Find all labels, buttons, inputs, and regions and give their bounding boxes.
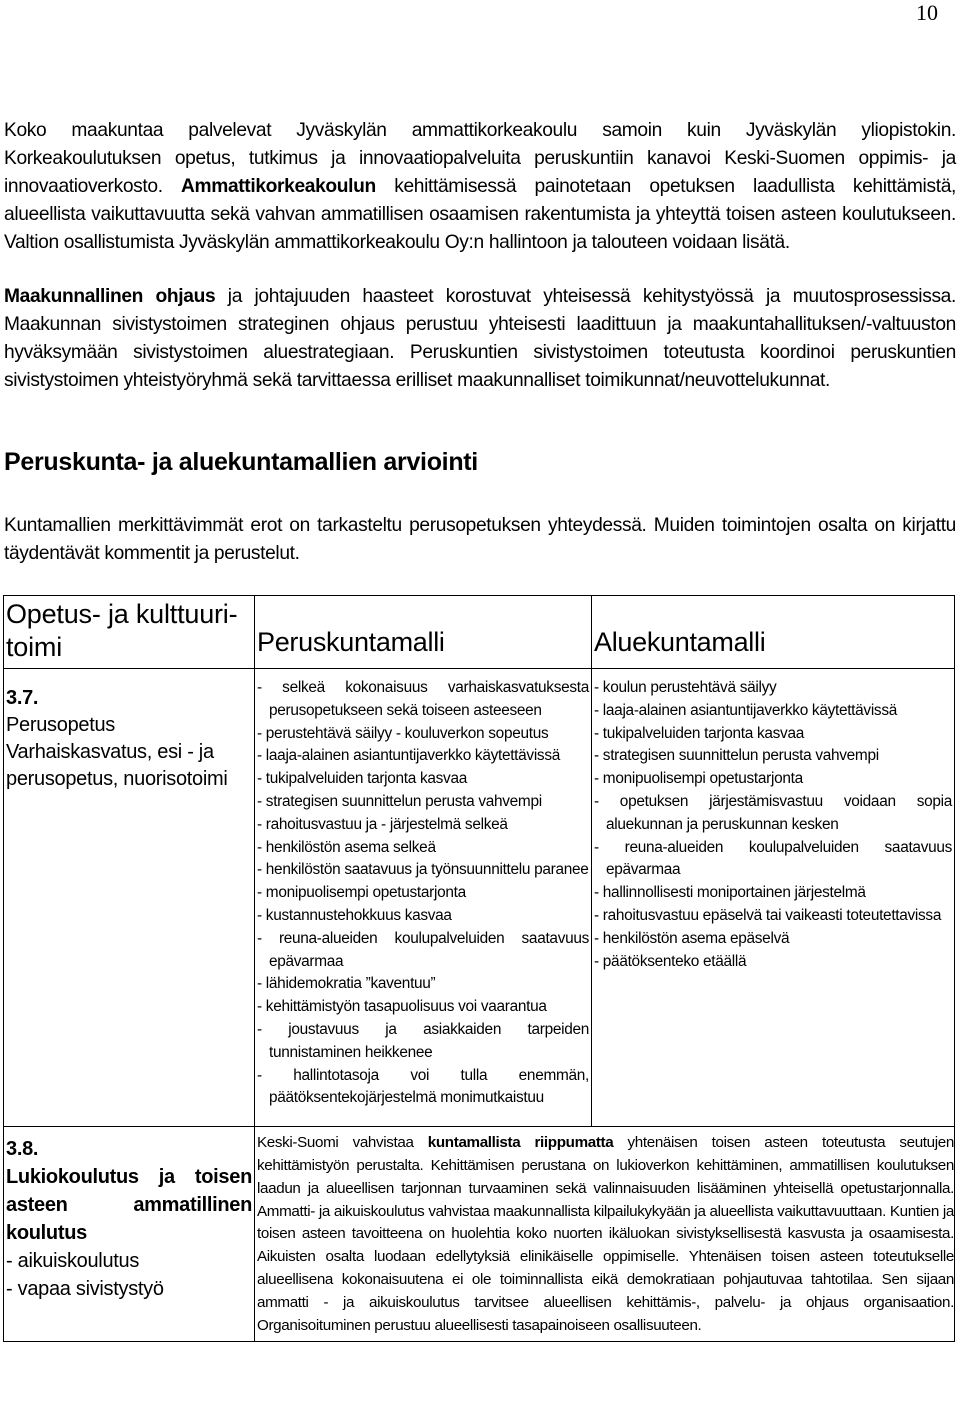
- list-item: - tukipalveluiden tarjonta kasvaa: [594, 724, 804, 742]
- table-header-row: [4, 596, 955, 669]
- paragraph-bold: Ammattikorkeakoulun: [181, 176, 376, 197]
- table-row-perusopetus: [4, 669, 955, 1127]
- list-item: - strategisen suunnittelun perusta vahvempi: [594, 747, 879, 765]
- row-label-cell: [4, 1127, 255, 1342]
- row-description-cell: [255, 1127, 955, 1342]
- description-bold: kuntamallista riippumatta: [427, 1134, 614, 1152]
- table-row-lukiokoulutus: [4, 1127, 955, 1342]
- paragraph-regional-steering: [4, 283, 956, 395]
- description-text: Keski-Suomi vahvistaa: [257, 1134, 414, 1152]
- list-item: - hallinnollisesti moniportainen järjestelmä: [594, 884, 866, 902]
- aluekunta-list: [592, 669, 954, 989]
- list-item: - joustavuus ja asiakkaiden tarpeiden tunnistaminen heikkenee: [257, 1020, 589, 1061]
- row-title: Perusopetus: [6, 714, 115, 736]
- list-item: - päätöksenteko etäällä: [594, 952, 747, 970]
- description-text: yhtenäisen toisen asteen toteutusta seutujen kehittämistyön perustalta. Kehittämisen perustana on lukioverkon kehittäminen, ammatillisen koulutuksen laadun ja alueellisen tarjonnan turvaaminen sekä valinnaisuuden lisääminen yhteisellä opetustarjonnalla. Ammatti- ja aikuiskoulutus vahvistaa maakunnallista kilpailukykyään ja alueellista vaikuttavuuttaan. Kuntien ja toisen asteen tavoitteena on huolehtia koko nuorten ikäluokan sivistyksellisestä kasvusta ja osaamisesta. Aikuisten osalta luodaan edellytyksiä elinikäiselle oppimiselle. Yhtenäisen toisen asteen toteutukselle alueellisena kokonaisuutena ei ole toiminnallista eikä demokratiaan pohjautuvaa tahtotilaa. Sen sijaan ammatti - ja aikuiskoulutus tarvitsee alueellisen kehittämis-, palvelu- ja ohjaus organisaation. Organisoituminen perustuu alueellisesti tasapainoiseen osallisuuteen.: [257, 1134, 954, 1334]
- row-item: - vapaa sivistystyö: [6, 1278, 164, 1301]
- list-item: - hallintotasoja voi tulla enemmän, päätöksentekojärjestelmä monimutkaistuu: [257, 1066, 589, 1107]
- list-item: - strategisen suunnittelun perusta vahvempi: [257, 792, 542, 810]
- peruskunta-cell: [255, 669, 592, 1127]
- list-item: - kehittämistyön tasapuolisuus voi vaarantua: [257, 998, 547, 1016]
- list-item: - opetuksen järjestämisvastuu voidaan sopia aluekunnan ja peruskunnan kesken: [594, 792, 952, 833]
- aluekunta-cell: [592, 669, 955, 1127]
- paragraph-text: kehittämisessä painotetaan opetuksen laadullista kehittämistä, alueellista vaikuttavuutta sekä vahvan ammatillisen osaamisen rakentumista ja yhteyttä toisen asteen koulutukseen. Valtion osallistumista Jyväskylän ammattikorkeakoulu Oy:n hallintoon ja talouteen voidaan lisätä.: [4, 176, 956, 253]
- list-item: - monipuolisempi opetustarjonta: [594, 770, 803, 788]
- list-item: - laaja-alainen asiantuntijaverkko käytettävissä: [594, 701, 897, 719]
- list-item: - henkilöstön asema epäselvä: [594, 929, 790, 947]
- paragraph-text: ja johtajuuden haasteet korostuvat yhteisessä kehitystyössä ja muutosprosessissa. Maakunnan sivistystoimen strateginen ohjaus perustuu yhteisesti laadittuun ja maakuntahallituksen/-valtuuston hyväksymään sivistystoimen aluestrategiaan. Peruskuntien sivistystoimen toteutusta koordinoi peruskuntien sivistystoimen yhteistyöryhmä sekä tarvittaessa erilliset maakunnalliset toimikunnat/neuvottelukunnat.: [4, 286, 956, 391]
- header-cell-aluekuntamalli: Aluekuntamalli: [592, 596, 955, 669]
- list-item: - reuna-alueiden koulupalveluiden saatavuus epävarmaa: [594, 838, 952, 879]
- list-item: - reuna-alueiden koulupalveluiden saatavuus epävarmaa: [257, 929, 589, 970]
- header-cell-peruskuntamalli: Peruskuntamalli: [255, 596, 592, 669]
- comparison-table: [3, 595, 955, 1342]
- paragraph-intro: Kuntamallien merkittävimmät erot on tarkasteltu perusopetuksen yhteydessä. Muiden toimintojen osalta on kirjattu täydentävät kommentit ja perustelut.: [4, 515, 956, 564]
- list-item: - henkilöstön saatavuus ja työnsuunnittelu paranee: [257, 861, 589, 879]
- peruskunta-list: [255, 669, 591, 1126]
- list-item: - laaja-alainen asiantuntijaverkko käytettävissä: [257, 747, 560, 765]
- list-item: - rahoitusvastuu epäselvä tai vaikeasti toteutettavissa: [594, 906, 942, 924]
- list-item: - rahoitusvastuu ja - järjestelmä selkeä: [257, 815, 508, 833]
- list-item: - henkilöstön asema selkeä: [257, 838, 436, 856]
- row-label-cell: [4, 669, 255, 1127]
- row-title: Lukiokoulutus ja toisen asteen ammatillinen koulutus: [6, 1166, 252, 1245]
- row-subtitle: Varhaiskasvatus, esi - ja perusopetus, nuorisotoimi: [6, 741, 228, 790]
- list-item: - monipuolisempi opetustarjonta: [257, 884, 466, 902]
- paragraph-higher-education: [4, 117, 956, 257]
- page-number: 10: [916, 0, 938, 25]
- row-number: 3.8.: [6, 1138, 39, 1161]
- list-item: - koulun perustehtävä säilyy: [594, 679, 777, 696]
- list-item: - tukipalveluiden tarjonta kasvaa: [257, 770, 467, 788]
- row-item: - aikuiskoulutus: [6, 1250, 140, 1273]
- paragraph-text: Koko maakuntaa palvelevat Jyväskylän ammattikorkeakoulu samoin kuin Jyväskylän yliopistokin. Korkeakoulutuksen opetus, tutkimus ja innovaatiopalveluita peruskuntiin kanavoi Keski-Suomen oppimis- ja innovaatioverkosto.: [4, 120, 956, 197]
- list-item: - perustehtävä säilyy - kouluverkon sopeutus: [257, 724, 549, 742]
- list-item: - kustannustehokkuus kasvaa: [257, 906, 452, 924]
- paragraph-bold: Maakunnallinen ohjaus: [4, 286, 216, 307]
- list-item: - lähidemokratia ”kaventuu”: [257, 975, 436, 993]
- list-item: - selkeä kokonaisuus varhaiskasvatuksesta perusopetukseen sekä toiseen asteeseen: [257, 679, 589, 719]
- row-number: 3.7.: [6, 687, 39, 709]
- section-heading: Peruskunta- ja aluekuntamallien arviointi: [4, 448, 478, 476]
- header-cell-sector: Opetus- ja kulttuuri-toimi: [4, 596, 255, 669]
